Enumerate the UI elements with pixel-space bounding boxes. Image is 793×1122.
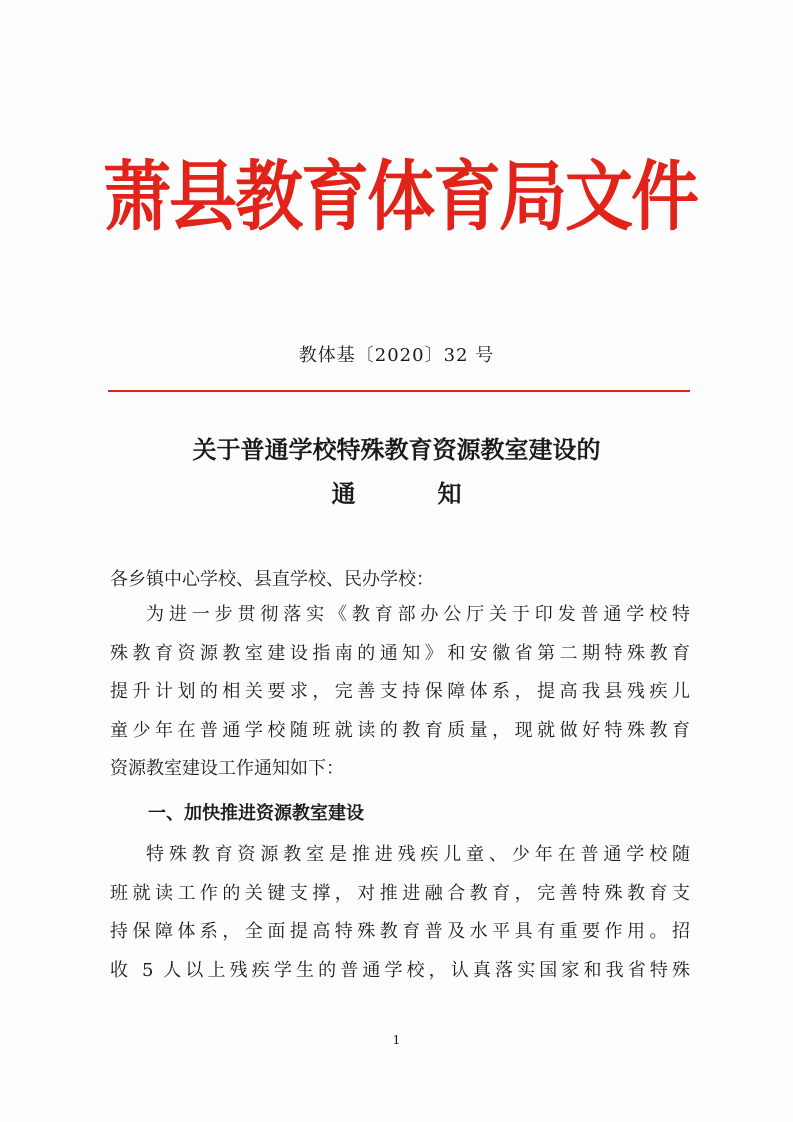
body-paragraph-1 <box>110 596 690 789</box>
document-masthead: 萧县教育体育局文件 <box>102 153 697 242</box>
page-number: 1 <box>392 1033 401 1047</box>
paragraph-line: 提升计划的相关要求，完善支持保障体系，提高我县残疾儿 <box>110 681 690 702</box>
paragraph-line: 特殊教育资源教室是推进残疾儿童、少年在普通学校随 <box>146 844 690 865</box>
red-divider-rule <box>108 390 690 392</box>
document-number: 教体基〔2020〕32 号 <box>298 345 495 366</box>
paragraph-line: 为进一步贯彻落实《教育部办公厅关于印发普通学校特 <box>146 604 690 625</box>
section-heading: 一、加快推进资源教室建设 <box>148 803 364 824</box>
salutation: 各乡镇中心学校、县直学校、民办学校： <box>110 569 434 590</box>
paragraph-line: 殊教育资源教室建设指南的通知》和安徽省第二期特殊教育 <box>110 642 690 664</box>
body-paragraph-2 <box>110 836 690 990</box>
paragraph-line: 童少年在普通学校随班就读的教育质量，现就做好特殊教育 <box>110 719 690 741</box>
paragraph-line: 持保障体系，全面提高特殊教育普及水平具有重要作用。招 <box>110 921 690 942</box>
paragraph-line: 收 5 人以上残疾学生的普通学校，认真落实国家和我省特殊 <box>110 959 690 981</box>
document-title-line-2: 通知 <box>331 479 544 508</box>
document-title-line-1: 关于普通学校特殊教育资源教室建设的 <box>192 435 601 464</box>
paragraph-line: 资源教室建设工作通知如下： <box>110 758 344 779</box>
paragraph-line: 班就读工作的关键支撑，对推进融合教育，完善特殊教育支 <box>110 882 690 904</box>
